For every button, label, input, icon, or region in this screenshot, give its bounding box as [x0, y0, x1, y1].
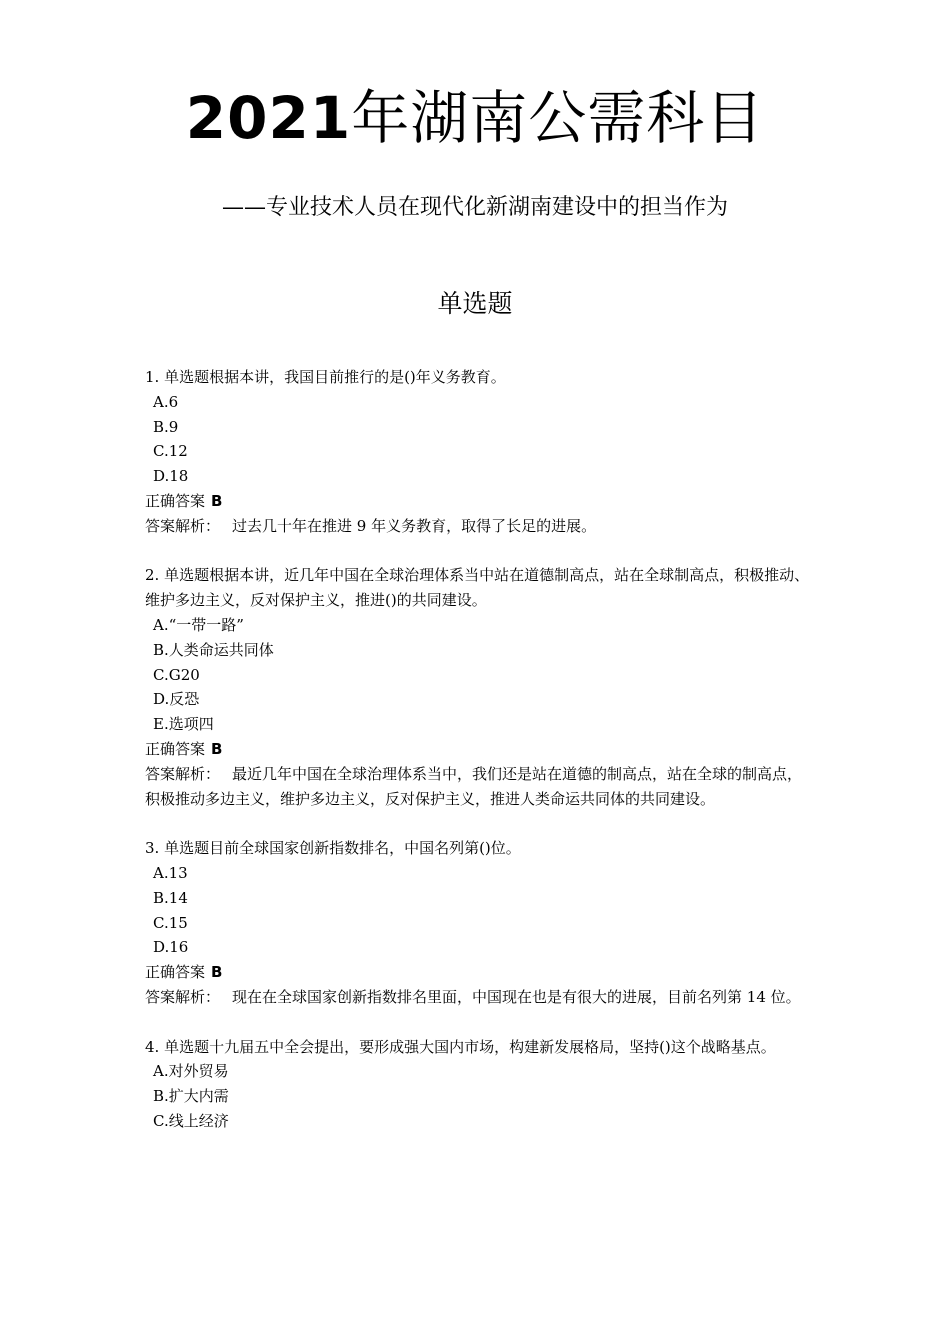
question-3 [145, 836, 813, 1010]
question-stem: 4. 单选题十九届五中全会提出，要形成强大国内市场，构建新发展格局，坚持()这个战略基点。 [145, 1037, 776, 1056]
option-d: D.16 [153, 938, 189, 957]
answer-explanation [145, 985, 813, 1010]
option-b: B.9 [153, 417, 179, 436]
option-a: A.13 [153, 863, 188, 882]
question-stem: 1. 单选题根据本讲，我国目前推行的是()年义务教育。 [145, 368, 506, 386]
option-e: E.选项四 [153, 715, 214, 734]
answer-value: B [211, 491, 223, 510]
question-list [145, 365, 813, 1159]
option-a: A.“一带一路” [153, 615, 244, 634]
option-b: B.14 [153, 888, 188, 907]
explanation-label: 答案解析： [145, 516, 221, 535]
question-2 [145, 563, 813, 811]
explanation-label: 答案解析： [145, 987, 221, 1006]
correct-answer [145, 489, 813, 514]
title-text: 年湖南公需科目 [351, 84, 765, 152]
option-d: D.18 [153, 467, 189, 486]
option-b: B.人类命运共同体 [153, 640, 274, 659]
question-stem: 3. 单选题目前全球国家创新指数排名，中国名列第()位。 [145, 839, 521, 858]
explanation-label: 答案解析： [145, 764, 221, 783]
option-c: C.12 [153, 442, 188, 461]
option-b: B.扩大内需 [153, 1087, 229, 1106]
title-year: 2021 [185, 84, 352, 152]
document-title [0, 80, 950, 156]
question-4 [145, 1035, 813, 1134]
option-c: C.G20 [153, 665, 200, 684]
question-1 [145, 365, 813, 539]
option-a: A.对外贸易 [153, 1062, 229, 1081]
answer-value: B [211, 963, 223, 982]
answer-value: B [211, 739, 223, 758]
answer-explanation [145, 762, 813, 812]
correct-answer [145, 960, 813, 985]
answer-label: 正确答案 [145, 963, 206, 982]
option-c: C.线上经济 [153, 1111, 229, 1130]
answer-explanation [145, 514, 813, 539]
option-a: A.6 [153, 392, 179, 411]
question-stem: 2. 单选题根据本讲，近几年中国在全球治理体系当中站在道德制高点，站在全球制高点，积极推动、维护多边主义，反对保护主义，推进()的共同建设。 [145, 566, 810, 610]
explanation-text: 最近几年中国在全球治理体系当中，我们还是站在道德的制高点，站在全球的制高点，积极推动多边主义，维护多边主义，反对保护主义，推进人类命运共同体的共同建设。 [145, 764, 803, 808]
correct-answer [145, 737, 813, 762]
section-heading: 单选题 [437, 289, 513, 318]
answer-label: 正确答案 [145, 491, 206, 510]
explanation-text: 现在在全球国家创新指数排名里面，中国现在也是有很大的进展，目前名列第 14 位。 [232, 987, 801, 1006]
explanation-text: 过去几十年在推进 9 年义务教育，取得了长足的进展。 [232, 516, 597, 535]
option-c: C.15 [153, 913, 188, 932]
answer-label: 正确答案 [145, 739, 206, 758]
document-subtitle: ——专业技术人员在现代化新湖南建设中的担当作为 [221, 195, 728, 220]
option-d: D.反恐 [153, 690, 200, 709]
